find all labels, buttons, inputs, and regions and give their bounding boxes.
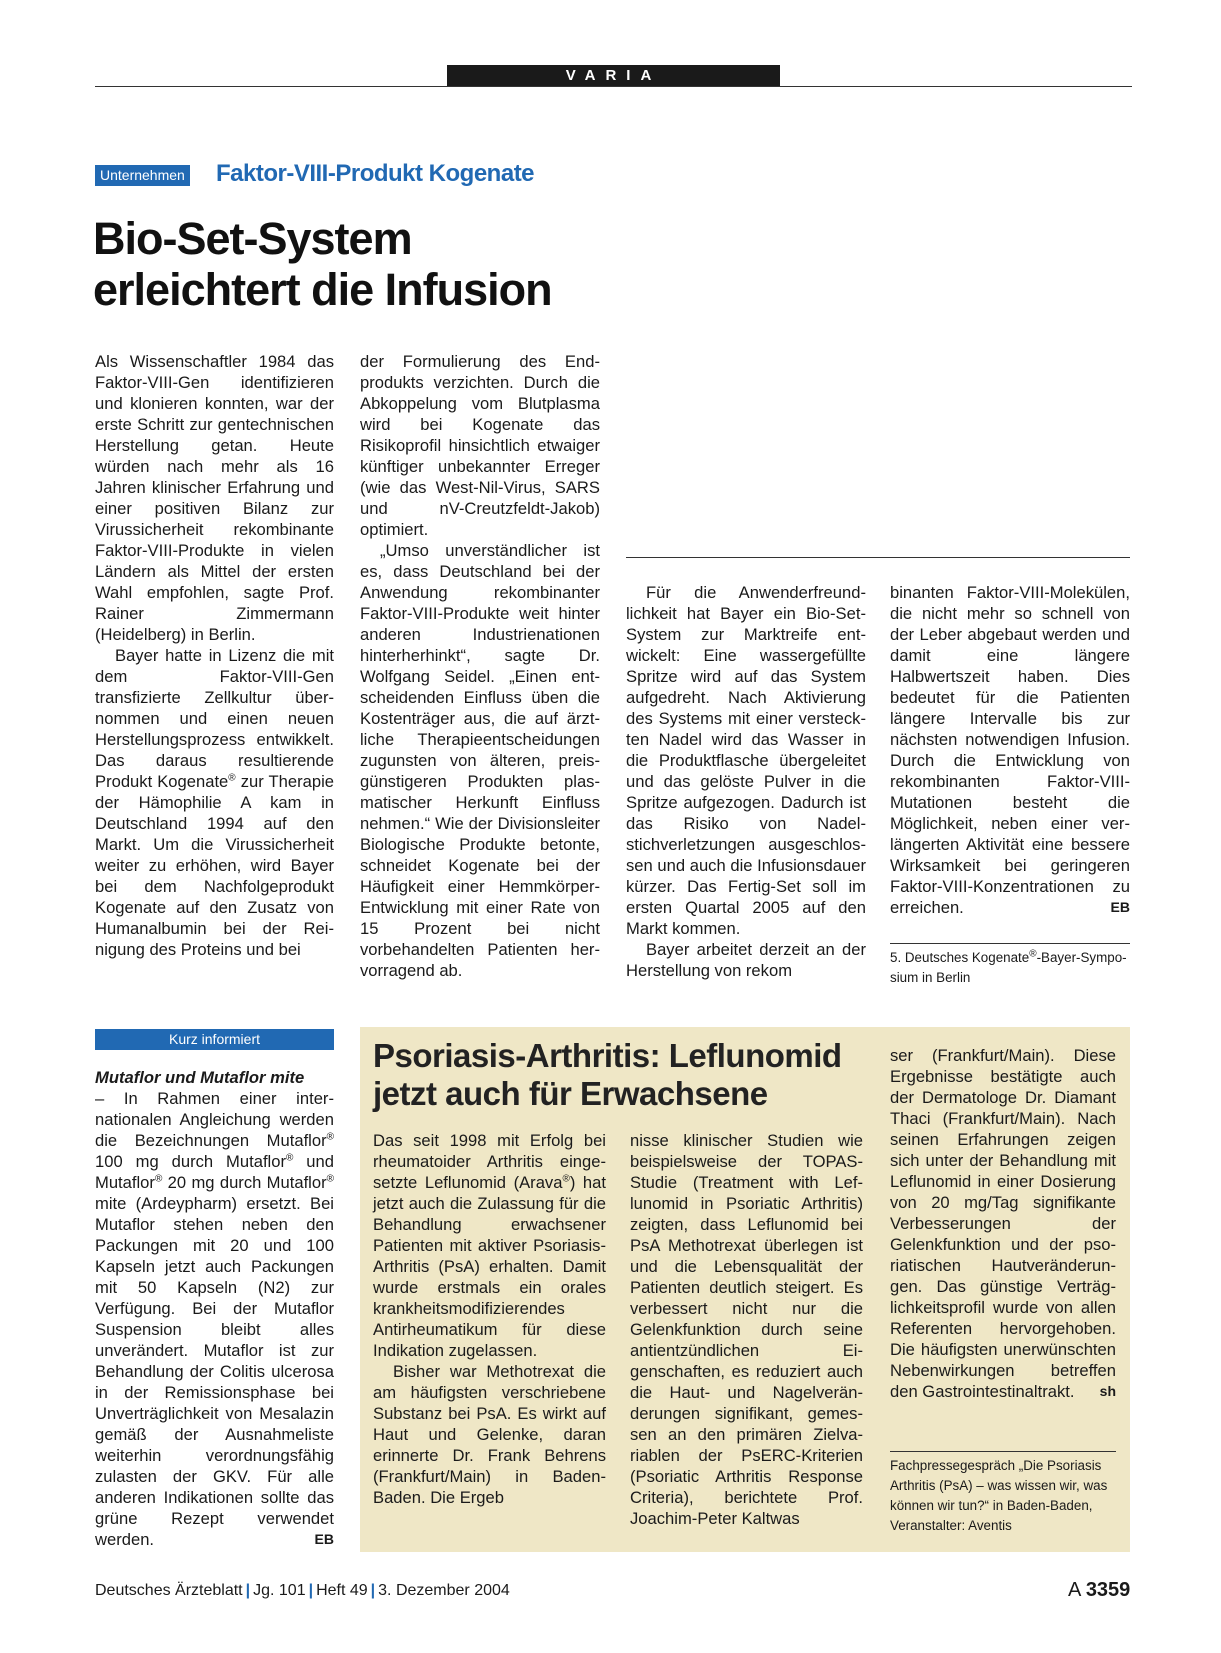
issue: Heft 49 bbox=[316, 1582, 368, 1599]
article-paragraph: Bayer arbeitet derzeit an der Herstellung von rekom bbox=[626, 940, 866, 980]
box-column-2 bbox=[630, 1130, 863, 1529]
issue-date: 3. Dezember 2004 bbox=[378, 1582, 510, 1599]
article-paragraph: „Umso unverständlicher ist es, dass Deutschland bei der Anwendung rekombinanter Faktor-VIII-Produkte weit hinter anderen Industrienationen hinterherhinkt“, sagte Dr. Wolfgang Seidel. „Einen entscheidenden Einfluss üben die Kostenträger aus, die auf ärztliche Therapieentscheidungen zugunsten von älteren, preisgünstigeren Produkten plasmatischer Herkunft Einfluss nehmen.“ Wie der Divisionsleiter Biologische Produkte betonte, schneidet Kogenate bei der Häufigkeit einer Hemmkörper-Entwicklung mit einer Rate von 15 Prozent bei nicht vorbehandelten Patienten hervorragend ab. bbox=[360, 541, 600, 980]
header-rule bbox=[95, 86, 1132, 87]
box-note: Fachpressegespräch „Die Psoriasis Arthritis (PsA) – was wissen wir, was können wir tun?“ in Baden-Baden, Veranstalter: Aventis bbox=[890, 1458, 1108, 1533]
section-header: VARIA bbox=[447, 65, 780, 86]
author-signature: EB bbox=[1110, 899, 1130, 915]
box-column-3 bbox=[890, 1045, 1116, 1402]
page-footer: Deutsches Ärzteblatt | Jg. 101 | Heft 49 | 3. Dezember 2004 bbox=[95, 1582, 510, 1599]
box-signature: sh bbox=[1099, 1383, 1116, 1399]
article-paragraph: binanten Faktor-VIII-Molekülen, die nicht mehr so schnell von der Leber abgebaut werden und damit eine längere Halbwertszeit haben. Dies bedeutet für die Patienten längere Intervalle bis zur nächsten notwendigen Infusion. Durch die Entwicklung von rekombinanten Faktor-VIII-Mutationen besteht die Möglichkeit, neben einer verlängerten Aktivität eine bessere Wirksamkeit bei geringeren Faktor-VIII-Konzentrationen zu erreichen. EB bbox=[890, 583, 1130, 917]
box-column-1 bbox=[373, 1130, 606, 1508]
news-signature: EB bbox=[314, 1531, 334, 1547]
article-column-3 bbox=[626, 582, 866, 981]
article-column-2 bbox=[360, 351, 600, 981]
box-headline: Psoriasis-Arthritis: Leflunomid jetzt auch für Erwachsene bbox=[373, 1037, 842, 1112]
category-tag: Unternehmen bbox=[95, 165, 190, 186]
article-column-4 bbox=[890, 582, 1130, 918]
news-paragraph: Mutaflor und Mutaflor mite – In Rahmen einer internationalen Angleichung werden die Bezeichnungen Mutaflor® 100 mg durch Mutaflor® und Mutaflor® 20 mg durch Mutaflor® mite (Ardeypharm) ersetzt. Bei Mutaflor stehen neben den Packungen mit 20 und 100 Kapseln jetzt auch Packungen mit 50 Kapseln (N2) zur Verfügung. Bei der Mutaflor Suspension bleibt alles unverändert. Mutaflor ist zur Behandlung der Colitis ulcerosa in der Remissionsphase bei Unverträglichkeit von Mesalazin gemäß der Ausnahmeliste weiterhin verordnungsfähig zulasten der GKV. Für alle anderen Indikationen sollte das grüne Rezept verwendet werden. EB bbox=[95, 1068, 334, 1549]
page-number: A 3359 bbox=[1068, 1579, 1131, 1601]
journal-name: Deutsches Ärzteblatt bbox=[95, 1582, 243, 1599]
box-paragraph: Das seit 1998 mit Erfolg bei rheumatoider Arthritis eingesetzte Leflunomid (Arava®) hat jetzt auch die Zulassung für die Behandlung erwachsener Patienten mit aktiver Psoriasis-Arthritis (PsA) erhalten. Damit wurde erstmals ein orales krankheitsmodifizierendes Antirheumatikum für diese Indikation zugelassen. bbox=[373, 1131, 606, 1360]
article-paragraph: Als Wissenschaftler 1984 das Faktor-VIII-Gen identifizieren und klonieren konnten, war der erste Schritt zur gentechnischen Herstellung getan. Heute würden nach mehr als 16 Jahren klinischer Erfahrung und einer positiven Bilanz zur Virussicherheit rekombinante Faktor-VIII-Produkte in vielen Ländern als Mittel der ersten Wahl empfohlen, sagte Prof. Rainer Zimmermann (Heidelberg) in Berlin. bbox=[95, 352, 334, 644]
kurz-informiert-label: Kurz informiert bbox=[95, 1029, 334, 1050]
box-note-rule bbox=[890, 1451, 1116, 1452]
footnote-rule bbox=[890, 943, 1130, 944]
article-footnote: 5. Deutsches Kogenate®-Bayer-Symposium in Berlin bbox=[890, 948, 1127, 985]
column-divider bbox=[626, 557, 1130, 558]
headline-line-2: erleichtert die Infusion bbox=[93, 264, 552, 315]
box-paragraph: nisse klinischer Studien wie beispielsweise der TOPAS-Studie (Treatment with Leflunomid in Psoriatic Arthritis) zeigten, dass Leflunomid bei PsA Methotrexat überlegen ist und die Lebensqualität der Patienten deutlich steigert. Es verbessert nicht nur die Gelenkfunktion durch seine antientzündlichen Eigenschaften, es reduziert auch die Haut- und Nagelveränderungen signifikant, gemessen an den primären Zielvariablen der PsERC-Kriterien (Psoriatic Arthritis Response Criteria), berichtete Prof. Joachim-Peter Kaltwas bbox=[630, 1131, 863, 1528]
headline-line-1: Bio-Set-System bbox=[93, 213, 412, 264]
article-kicker: Faktor-VIII-Produkt Kogenate bbox=[216, 160, 535, 187]
news-lead: Mutaflor und Mutaflor mite bbox=[95, 1068, 305, 1087]
article-paragraph: Bayer hatte in Lizenz die mit dem Faktor-VIII-Gen transfizierte Zellkultur übernommen und einen neuen Herstellungsprozess entwikkelt. Das daraus resultierende Produkt Kogenate® zur Therapie der Hämophilie A kam in Deutschland 1994 auf den Markt. Um die Virussicherheit weiter zu erhöhen, wird Bayer bei dem Nachfolgeprodukt Kogenate auf den Zusatz von Humanalbumin bei der Reinigung des Proteins und bei bbox=[95, 646, 334, 959]
volume: Jg. 101 bbox=[253, 1582, 306, 1599]
article-paragraph: Für die Anwenderfreundlichkeit hat Bayer ein Bio-Set-System zur Marktreife entwickelt: Eine wassergefüllte Spritze wird auf das System aufgedreht. Nach Aktivierung des Systems mit einer versteckten Nadel wird das Wasser in die Produktflasche übergeleitet und das gelöste Pulver in die Spritze aufgezogen. Dadurch ist das Risiko von Nadelstichverletzungen ausgeschlossen und auch die Infusionsdauer kürzer. Das Fertig-Set soll im ersten Quartal 2005 auf den Markt kommen. bbox=[626, 583, 866, 938]
article-headline bbox=[93, 213, 552, 315]
registered-mark: ® bbox=[228, 772, 236, 784]
kurz-informiert-text bbox=[95, 1067, 334, 1550]
box-paragraph: Bisher war Methotrexat die am häufigsten verschriebene Substanz bei PsA. Es wirkt auf Haut und Gelenke, daran erinnerte Dr. Frank Behrens (Frankfurt/Main) in Baden-Baden. Die Ergeb bbox=[373, 1362, 606, 1507]
box-paragraph: ser (Frankfurt/Main). Diese Ergebnisse bestätigte auch der Dermatologe Dr. Diamant Thaci (Frankfurt/Main). Nach seinen Erfahrungen zeigen sich unter der Behandlung mit Leflunomid in einer Dosierung von 20 mg/Tag signifikante Verbesserungen der Gelenkfunktion und der psoriatischen Hautveränderungen. Das günstige Verträglichkeitsprofil wurde von allen Referenten hervorgehoben. Die häufigsten unerwünschten Nebenwirkungen betreffen den Gastrointestinaltrakt. sh bbox=[890, 1046, 1116, 1401]
article-column-1 bbox=[95, 351, 334, 960]
article-paragraph: der Formulierung des Endprodukts verzichten. Durch die Abkoppelung vom Blutplasma wird bei Kogenate das Risikoprofil hinsichtlich etwaiger künftiger unbekannter Erreger (wie das West-Nil-Virus, SARS und nV-Creutzfeldt-Jakob) optimiert. bbox=[360, 352, 600, 539]
